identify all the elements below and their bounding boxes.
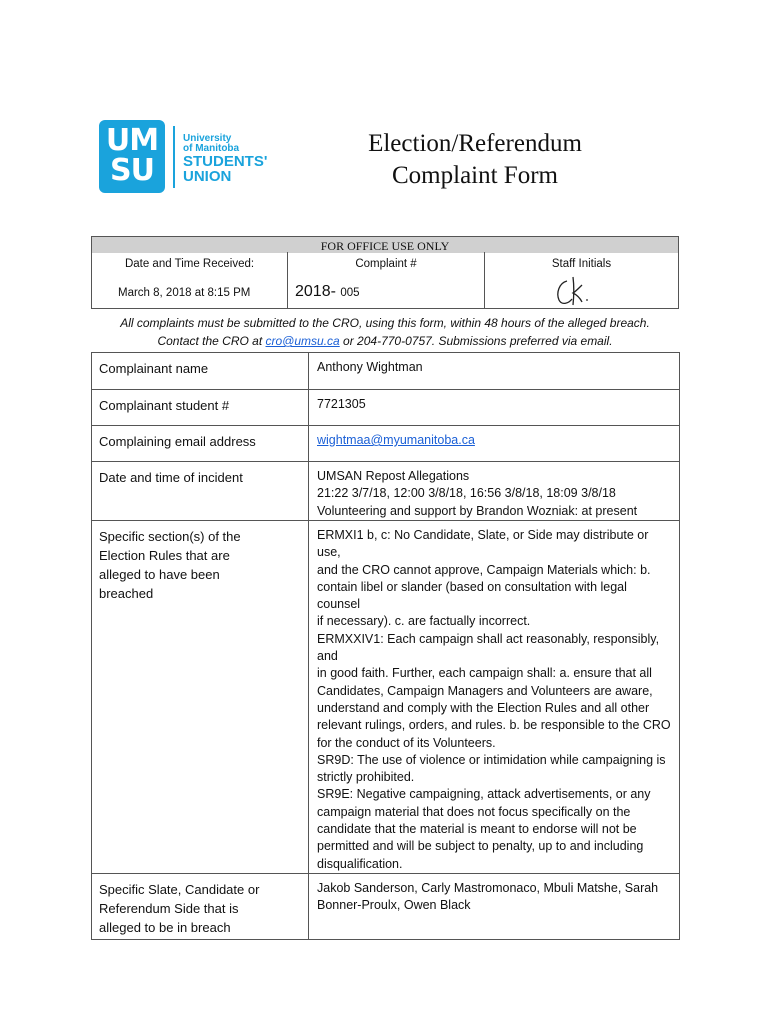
incident-line: UMSAN Repost Allegations (317, 469, 470, 483)
email-address-cell (309, 426, 680, 462)
rule-line: relevant rulings, orders, and rules. b. be responsible to the CRO (317, 718, 671, 733)
rule-line: SR9E: Negative campaigning, attack advertisements, or any (317, 787, 651, 802)
label-line: Referendum Side that is (99, 900, 239, 916)
notice-contact-suffix: or 204-770-0757. Submissions preferred via email. (339, 334, 613, 348)
table-row (92, 521, 680, 874)
logo-wordmark (183, 134, 267, 184)
staff-initials-cell (485, 252, 678, 308)
rule-line: SR9D: The use of violence or intimidation while campaigning is (317, 752, 666, 767)
rule-line: for the conduct of its Volunteers. (317, 735, 496, 750)
staff-initials-signature (553, 275, 593, 309)
complaint-number-label: Complaint # (355, 258, 417, 270)
rule-line: candidate that the material is meant to endorse will not be (317, 822, 637, 837)
logo-divider (173, 126, 175, 188)
page-title (330, 128, 620, 192)
rule-line: in good faith. Further, each campaign shall: a. ensure that all (317, 666, 652, 681)
complainant-name-value: Anthony Wightman (309, 353, 680, 390)
office-use-row (92, 252, 678, 308)
table-row (92, 873, 680, 939)
rule-sections-label (92, 521, 309, 874)
label-line: Specific Slate, Candidate or (99, 881, 260, 897)
complaint-number-value (295, 283, 360, 301)
incident-date-label: Date and time of incident (92, 462, 309, 521)
office-use-header: FOR OFFICE USE ONLY (92, 237, 678, 253)
rule-line: and the CRO cannot approve, Campaign Materials which: b. (317, 562, 651, 577)
table-row (92, 390, 680, 426)
logo-mark-line: SU (110, 153, 154, 188)
rule-line: ERMXI1 b, c: No Candidate, Slate, or Side may distribute or use, (317, 528, 649, 560)
label-line: Election Rules that are (99, 548, 230, 563)
umsu-logo (99, 120, 269, 194)
logo-mark (99, 120, 165, 193)
rule-line: permitted and will be subject to penalty, up to and including (317, 839, 644, 854)
student-number-value: 7721305 (309, 390, 680, 426)
rule-line: contain libel or slander (based on consultation with legal counsel (317, 579, 627, 612)
breach-line: Jakob Sanderson, Carly Mastromonaco, Mbuli Matshe, Sarah (317, 880, 659, 895)
table-row (92, 426, 680, 462)
staff-initials-label: Staff Initials (551, 258, 612, 270)
email-address-label: Complaining email address (92, 426, 309, 462)
table-row (92, 462, 680, 521)
complaint-number-suffix: 005 (340, 287, 360, 299)
title-line: Election/Referendum (368, 130, 582, 157)
breach-party-label (92, 873, 309, 939)
label-line: alleged to be in breach (99, 919, 231, 935)
logo-mark-line: UM (105, 123, 159, 158)
rule-line: campaign material that does not focus specifically on the (317, 804, 631, 819)
notice-contact-prefix: Contact the CRO at (157, 334, 266, 348)
complainant-name-label: Complainant name (92, 353, 309, 390)
rule-line: if necessary). c. are factually incorrect. (317, 614, 531, 629)
date-received-cell (92, 252, 288, 308)
logo-text-line: of Manitoba (183, 143, 240, 154)
notice-line-2 (91, 332, 679, 350)
rule-line: disqualification. (317, 856, 403, 871)
table-row (92, 353, 680, 390)
incident-date-value (309, 462, 680, 521)
complaint-form-table (91, 352, 680, 940)
logo-text-line: University (183, 133, 232, 144)
incident-line: Volunteering and support by Brandon Wozniak: at present (317, 503, 638, 518)
incident-line: 21:22 3/7/18, 12:00 3/8/18, 16:56 3/8/18, 18:09 3/8/18 (317, 486, 616, 501)
logo-text-line: UNION (183, 168, 232, 185)
submission-notice (91, 314, 679, 350)
rule-sections-value (309, 521, 680, 874)
logo-text-line: STUDENTS' (183, 153, 268, 170)
breach-party-value (309, 873, 680, 939)
complaint-number-prefix: 2018- (295, 283, 336, 300)
office-use-box (91, 236, 679, 309)
date-received-value: March 8, 2018 at 8:15 PM (118, 287, 251, 299)
label-line: breached (99, 586, 154, 601)
notice-line-1: All complaints must be submitted to the CRO, using this form, within 48 hours of the alleged breach. (120, 316, 650, 330)
rule-line: Candidates, Campaign Managers and Volunteers are aware, (317, 683, 653, 698)
complaint-number-cell (288, 252, 485, 308)
breach-line: Bonner-Proulx, Owen Black (317, 898, 471, 913)
complainant-email-link[interactable]: wightmaa@myumanitoba.ca (317, 433, 475, 447)
title-line: Complaint Form (392, 162, 558, 189)
label-line: Specific section(s) of the (99, 529, 241, 544)
student-number-label: Complainant student # (92, 390, 309, 426)
rule-line: strictly prohibited. (317, 770, 415, 785)
label-line: alleged to have been (99, 567, 220, 582)
date-received-label: Date and Time Received: (124, 258, 255, 270)
rule-line: understand and comply with the Election Rules and all other (317, 700, 650, 715)
cro-email-link[interactable]: cro@umsu.ca (265, 334, 340, 348)
rule-line: ERMXXIV1: Each campaign shall act reasonably, responsibly, and (317, 631, 660, 664)
